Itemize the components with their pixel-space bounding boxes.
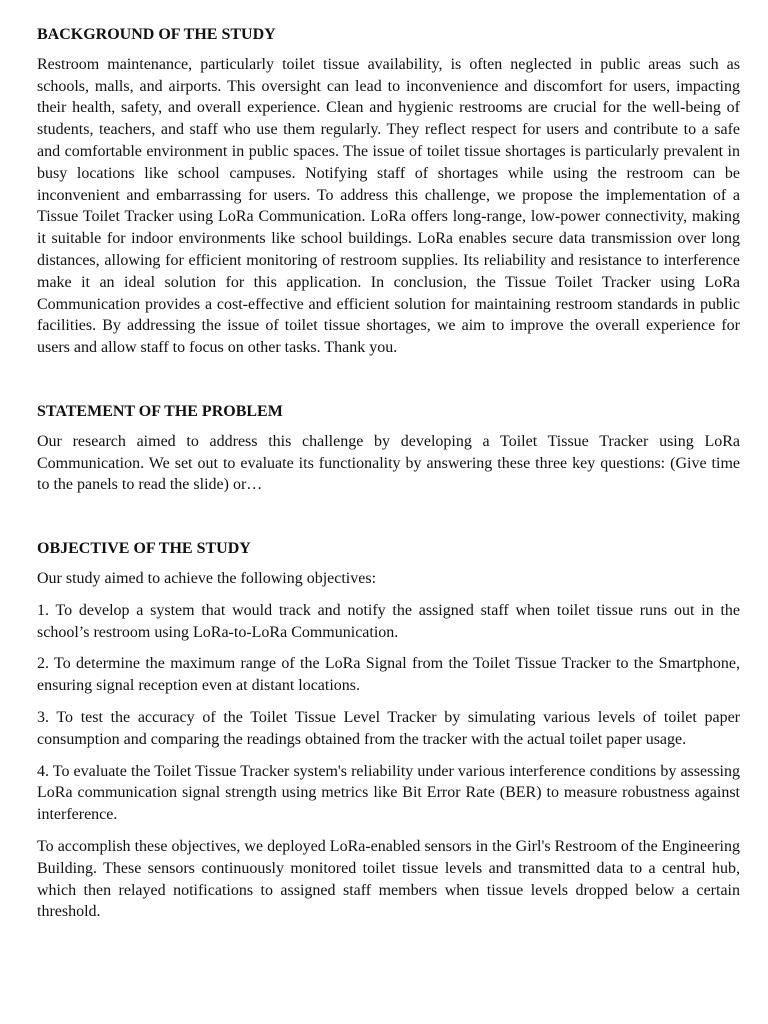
background-paragraph: Restroom maintenance, particularly toilet tissue availability, is often neglected in public areas such as schools, malls, and airports. This oversight can lead to inconvenience and discomfort for users, impacting their health, safety, and overall experience. Clean and hygienic restrooms are crucial for the well-being of students, teachers, and staff who use them regularly. They reflect respect for users and contribute to a safe and comfortable environment in public spaces. The issue of toilet tissue shortages is particularly prevalent in busy locations like school campuses. Notifying staff of shortages while using the restroom can be inconvenient and embarrassing for users. To address this challenge, we propose the implementation of a Tissue Toilet Tracker using LoRa Communication. LoRa offers long-range, low-power connectivity, making it suitable for indoor environments like school buildings. LoRa enables secure data transmission over long distances, allowing for efficient monitoring of restroom supplies. Its reliability and resistance to interference make it an ideal solution for this application. In conclusion, the Tissue Toilet Tracker using LoRa Communication provides a cost-effective and efficient solution for maintaining restroom standards in public facilities. By addressing the issue of toilet tissue shortages, we aim to improve the overall experience for users and allow staff to focus on other tasks. Thank you.	[37, 55, 740, 357]
objective-item-2: 2. To determine the maximum range of the LoRa Signal from the Toilet Tissue Tracker to the Smartphone, ensuring signal reception even at distant locations.	[37, 655, 740, 695]
problem-section	[37, 401, 740, 496]
objective-section	[37, 538, 740, 923]
problem-heading: STATEMENT OF THE PROBLEM	[37, 402, 283, 420]
objective-item-4: 4. To evaluate the Toilet Tissue Tracker system's reliability under various interference conditions by assessing LoRa communication signal strength using metrics like Bit Error Rate (BER) to measure robustness against interference.	[37, 762, 740, 824]
objective-closing: To accomplish these objectives, we deployed LoRa-enabled sensors in the Girl's Restroom of the Engineering Building. These sensors continuously monitored toilet tissue levels and transmitted data to a central hub, which then relayed notifications to assigned staff members when tissue levels dropped below a certain threshold.	[37, 837, 740, 921]
background-heading: BACKGROUND OF THE STUDY	[37, 26, 276, 43]
objective-intro: Our study aimed to achieve the following objectives:	[37, 569, 377, 587]
background-section	[37, 24, 740, 359]
objective-item-3: 3. To test the accuracy of the Toilet Tissue Level Tracker by simulating various levels of toilet paper consumption and comparing the readings obtained from the tracker with the actual toilet paper usage.	[37, 708, 740, 748]
objective-item-1: 1. To develop a system that would track and notify the assigned staff when toilet tissue runs out in the school’s restroom using LoRa-to-LoRa Communication.	[37, 601, 740, 641]
objective-heading: OBJECTIVE OF THE STUDY	[37, 540, 251, 558]
problem-paragraph: Our research aimed to address this challenge by developing a Toilet Tissue Tracker using LoRa Communication. We set out to evaluate its functionality by answering these three key questions: (Give time to the panels to read the slide) or…	[37, 432, 740, 494]
